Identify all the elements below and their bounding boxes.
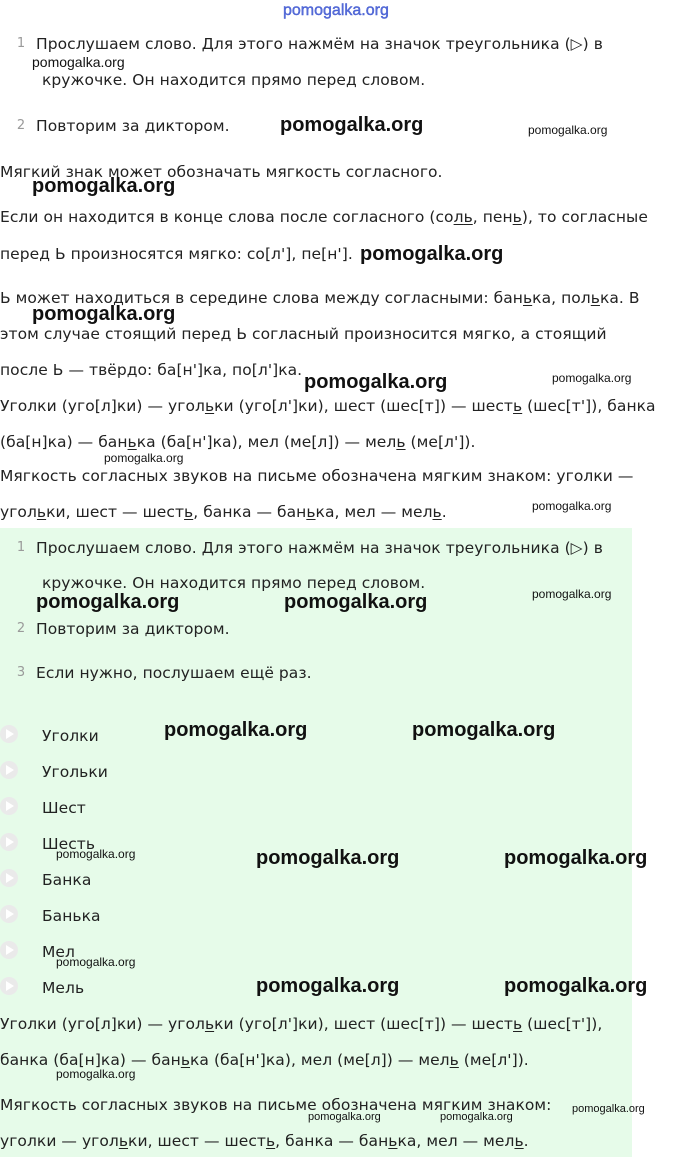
step-text: Прослушаем слово. Для этого нажмём на значок треугольника (▷) в: [36, 539, 603, 557]
play-button[interactable]: [0, 941, 18, 959]
site-watermark-top: pomogalka.org: [283, 2, 389, 19]
watermark: pomogalka.org: [572, 1103, 645, 1115]
step-text: Повторим за диктором.: [36, 117, 230, 135]
word-label: Мел: [42, 943, 75, 961]
step-number: 1: [16, 540, 26, 555]
word-label: Мель: [42, 979, 85, 997]
rule-paragraph: Мягкость согласных звуков на письме обозначена мягким знаком: уголки —: [0, 467, 634, 485]
watermark: pomogalka.org: [440, 1111, 513, 1123]
watermark: pomogalka.org: [256, 847, 400, 869]
rule-paragraph: этом случае стоящий перед Ь согласный произносится мягко, а стоящий: [0, 325, 607, 343]
step-number: 1: [16, 36, 26, 51]
word-label: Банька: [42, 907, 101, 925]
word-label: Шест: [42, 799, 86, 817]
rule-paragraph: Если он находится в конце слова после согласного (соль, пень), то согласные: [0, 208, 648, 226]
step-text: Если нужно, послушаем ещё раз.: [36, 664, 312, 682]
watermark: pomogalka.org: [56, 1067, 136, 1081]
step-text: кружочке. Он находится прямо перед словом.: [42, 71, 426, 89]
rule-paragraph: перед Ь произносятся мягко: со[л'], пе[н'].: [0, 245, 353, 263]
rule-paragraph: Ь может находиться в середине слова между согласными: банька, полька. В: [0, 289, 640, 307]
play-button[interactable]: [0, 797, 18, 815]
rule-paragraph: угольки, шест — шесть, банка — банька, мел — мель.: [0, 503, 447, 521]
step-text: кружочке. Он находится прямо перед словом.: [42, 574, 426, 592]
watermark: pomogalka.org: [504, 847, 648, 869]
watermark: pomogalka.org: [32, 54, 125, 70]
watermark: pomogalka.org: [284, 591, 428, 613]
watermark: pomogalka.org: [36, 591, 180, 613]
answer-line: Уголки (уго[л]ки) — угольки (уго[л']ки), шест (шес[т]) — шесть (шес[т']),: [0, 1015, 603, 1033]
watermark: pomogalka.org: [280, 114, 424, 136]
watermark: pomogalka.org: [532, 499, 612, 513]
word-label: Уголки: [42, 727, 99, 745]
play-button[interactable]: [0, 869, 18, 887]
watermark: pomogalka.org: [308, 1111, 381, 1123]
watermark: pomogalka.org: [256, 975, 400, 997]
watermark: pomogalka.org: [56, 955, 136, 969]
rule-paragraph: после Ь — твёрдо: ба[н']ка, по[л']ка.: [0, 361, 303, 379]
play-button[interactable]: [0, 905, 18, 923]
watermark: pomogalka.org: [32, 175, 176, 197]
step-text: Повторим за диктором.: [36, 620, 230, 638]
answer-line: уголки — угольки, шест — шесть, банка — банька, мел — мель.: [0, 1132, 529, 1150]
watermark: pomogalka.org: [552, 371, 632, 385]
step-text: Прослушаем слово. Для этого нажмём на значок треугольника (▷) в: [36, 35, 603, 53]
watermark: pomogalka.org: [360, 243, 504, 265]
watermark: pomogalka.org: [504, 975, 648, 997]
rule-paragraph: Мягкий знак может обозначать мягкость согласного.: [0, 163, 443, 181]
word-label: Шесть: [42, 835, 96, 853]
answer-line: банка (ба[н]ка) — банька (ба[н']ка), мел (ме[л]) — мель (ме[л']).: [0, 1051, 529, 1069]
play-button[interactable]: [0, 833, 18, 851]
answer-line: Мягкость согласных звуков на письме обозначена мягким знаком:: [0, 1096, 552, 1114]
play-button[interactable]: [0, 977, 18, 995]
watermark: pomogalka.org: [56, 847, 136, 861]
word-label: Банка: [42, 871, 92, 889]
watermark: pomogalka.org: [164, 719, 308, 741]
watermark: pomogalka.org: [528, 123, 608, 137]
example-line: (ба[н]ка) — банька (ба[н']ка), мел (ме[л]) — мель (ме[л']).: [0, 433, 476, 451]
word-label: Угольки: [42, 763, 108, 781]
step-number: 3: [16, 665, 26, 680]
step-number: 2: [16, 621, 26, 636]
watermark: pomogalka.org: [532, 587, 612, 601]
watermark: pomogalka.org: [104, 451, 184, 465]
watermark: pomogalka.org: [304, 371, 448, 393]
watermark: pomogalka.org: [32, 303, 176, 325]
play-button[interactable]: [0, 761, 18, 779]
play-button[interactable]: [0, 725, 18, 743]
step-number: 2: [16, 118, 26, 133]
watermark: pomogalka.org: [412, 719, 556, 741]
example-line: Уголки (уго[л]ки) — угольки (уго[л']ки), шест (шес[т]) — шесть (шес[т']), банка: [0, 397, 656, 415]
